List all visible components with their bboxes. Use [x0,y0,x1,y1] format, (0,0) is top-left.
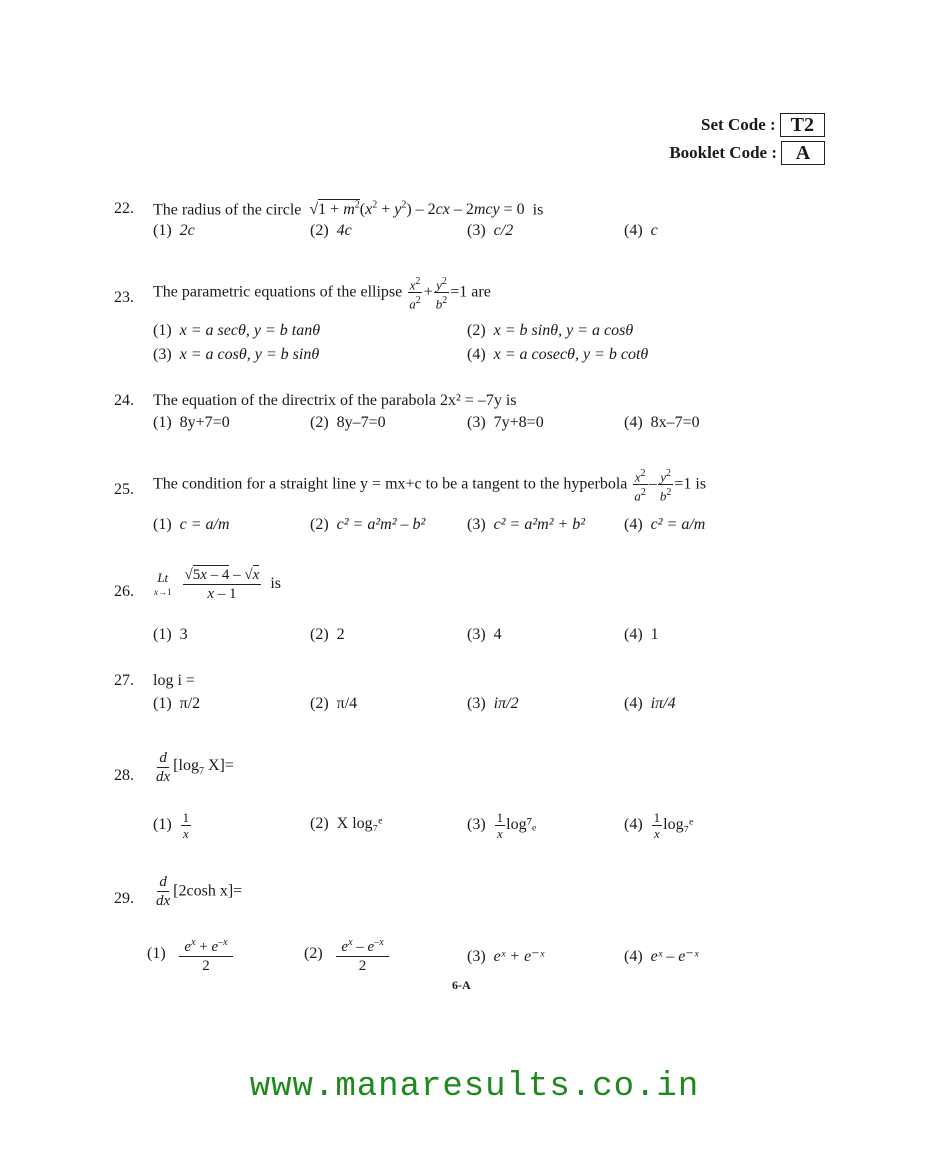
fraction-sinh: $\frac{e^x - e^{-x}}{2}$ [336,934,390,975]
option-4: (4) 8x–7=0 [624,414,700,431]
footer-url: www.manaresults.co.in [249,1068,700,1106]
fraction-cosh: $\frac{e^x + e^{-x}}{2}$ [179,934,234,975]
question-text: log i = [153,672,195,689]
question-number: 24. [114,392,134,409]
page-number: 6-A [452,978,471,992]
option-3: (3) eˣ + e⁻ˣ [467,948,545,965]
question-number: 23. [114,289,134,306]
limit-operator: Lt x→1 [154,569,172,597]
option-4: (4) eˣ – e⁻ˣ [624,948,699,965]
option-3: (3) c/2 [467,222,514,239]
option-4: (4) iπ/4 [624,695,676,712]
option-3: (3) c² = a²m² + b² [467,516,586,533]
set-code-label: Set Code : [701,115,776,134]
option-3: (3) iπ/2 [467,695,519,712]
derivative-operator: $\frac{d}{dx}$ [156,874,171,909]
option-3: (3) 7y+8=0 [467,414,544,431]
question-text: The equation of the directrix of the parabola 2x² = –7y is [153,392,517,409]
question-number: 25. [114,481,134,498]
option-1: (1) $\frac{e^x + e^{-x}}{2}$ [147,934,234,975]
question-number: 28. [114,767,134,784]
option-1: (1) 2c [153,222,195,239]
option-4: (4) 1 [624,626,659,643]
option-2: (2) c² = a²m² – b² [310,516,426,533]
derivative-operator: $\frac{d}{dx}$ [156,750,171,785]
option-4: (4) c² = a/m [624,516,706,533]
fraction-1-x: $\frac{1}{x}$ [653,810,661,841]
option-1: (1) π/2 [153,695,201,712]
question-text: The radius of the circle $√1 + m^2(x^2 + y^2) - 2cx - 2mcy = 0$ is [153,200,544,219]
fraction-y2-b2: $\frac{y^2}{b^2}$ [659,468,672,504]
option-4: (4) $\frac{1}{x}$ log₇ᵉ [624,810,694,841]
question-text: The condition for a straight line y = mx+c to be a tangent to the hyperbola $\frac{x^2}{a^2}$ – $\frac{y^2}{b^2}$ =1 is [153,468,707,504]
option-2: (2) 8y–7=0 [310,414,386,431]
option-4: (4) x = a cosecθ, y = b cotθ [467,346,649,363]
option-2: (2) 4c [310,222,352,239]
fraction-1-x: $\frac{1}{x}$ [496,810,504,841]
question-number: 22. [114,200,134,217]
question-text: $\frac{d}{dx}$ [2cosh x]= [156,874,243,909]
option-3: (3) 4 [467,626,502,643]
option-2: (2) 2 [310,626,345,643]
option-2: (2) $\frac{e^x - e^{-x}}{2}$ [304,934,390,975]
option-1: (1) x = a secθ, y = b tanθ [153,322,321,339]
option-1: (1) 8y+7=0 [153,414,230,431]
booklet-code-value: A [781,141,825,165]
question-text: Lt x→1 $\frac{√5x - 4 - √x}{x - 1}$ is [154,567,281,602]
option-3: (3) $\frac{1}{x}$ log⁷ₑ [467,810,537,841]
fraction-x2-a2: $\frac{x^2}{a^2}$ [409,276,421,312]
option-2: (2) π/4 [310,695,358,712]
question-text: $\frac{d}{dx}$ [$\log_7$ X]= [156,750,234,785]
booklet-code-row [669,140,825,166]
fraction-y2-b2: $\frac{y^2}{b^2}$ [435,276,448,312]
fraction-x2-a2: $\frac{x^2}{a^2}$ [634,468,646,504]
code-block [669,112,825,166]
limit-expression: $\frac{√5x - 4 - √x}{x - 1}$ [184,567,260,602]
option-2: (2) x = b sinθ, y = a cosθ [467,322,634,339]
question-number: 26. [114,583,134,600]
set-code-row [669,112,825,138]
option-1: (1) $\frac{1}{x}$ [153,810,190,841]
option-1: (1) 3 [153,626,188,643]
question-number: 27. [114,672,134,689]
fraction-1-x: $\frac{1}{x}$ [182,810,190,841]
question-text: The parametric equations of the ellipse $\frac{x^2}{a^2}$ + $\frac{y^2}{b^2}$ =1 are [153,276,491,312]
option-3: (3) x = a cosθ, y = b sinθ [153,346,320,363]
set-code-value: T2 [780,113,825,137]
option-2: (2) X log₇ᵉ [310,815,383,832]
booklet-code-label: Booklet Code : [669,143,777,162]
question-number: 29. [114,890,134,907]
option-4: (4) c [624,222,658,239]
circle-equation: $√1 + m^2(x^2 + y^2) - 2cx - 2mcy = 0$ [305,200,529,219]
option-1: (1) c = a/m [153,516,230,533]
